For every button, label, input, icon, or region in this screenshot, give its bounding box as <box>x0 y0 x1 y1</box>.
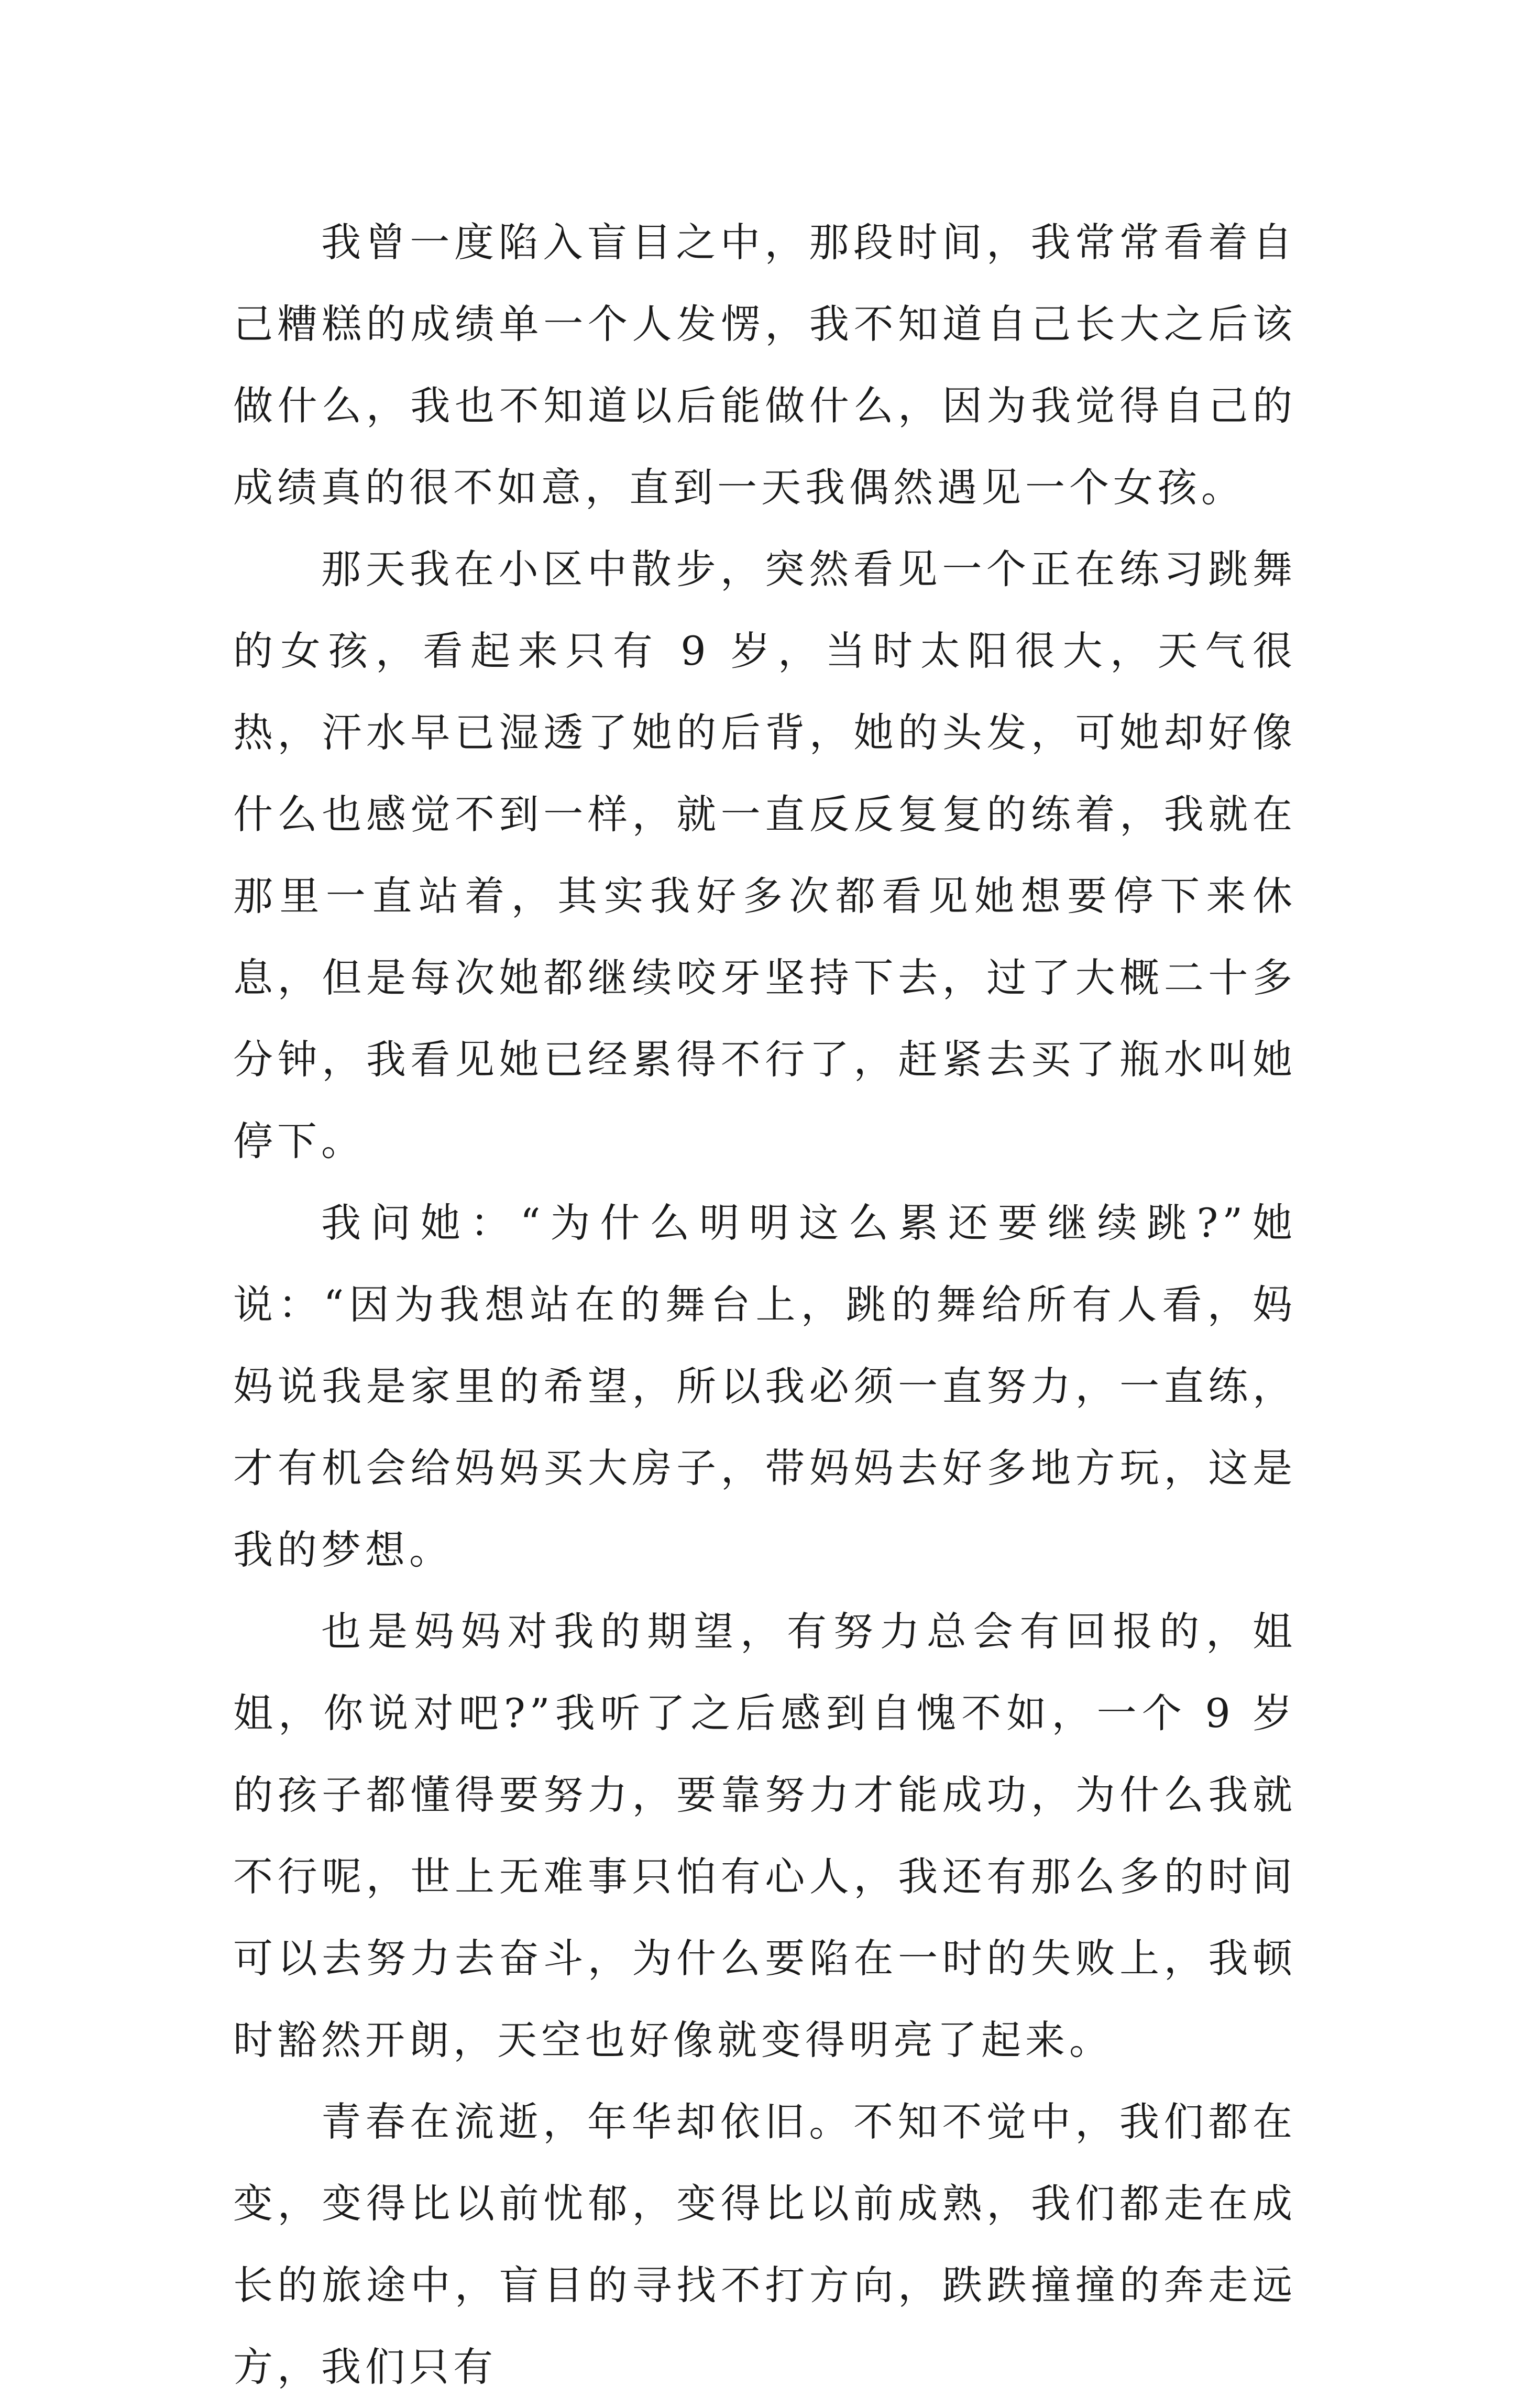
document-body <box>233 202 1297 2408</box>
paragraph-2: 那天我在小区中散步，突然看见一个正在练习跳舞的女孩，看起来只有 9 岁，当时太阳很大，天气很热，汗水早已湿透了她的后背，她的头发，可她却好像什么也感觉不到一样，就一直反反复复的练着，我就在那里一直站着，其实我好多次都看见她想要停下来休息，但是每次她都继续咬牙坚持下去，过了大概二十多分钟，我看见她已经累得不行了，赶紧去买了瓶水叫她停下。 <box>233 546 1297 1164</box>
paragraph-1: 我曾一度陷入盲目之中，那段时间，我常常看着自己糟糕的成绩单一个人发愣，我不知道自己长大之后该做什么，我也不知道以后能做什么，因为我觉得自己的成绩真的很不如意，直到一天我偶然遇见一个女孩。 <box>233 219 1297 511</box>
paragraph-5: 青春在流逝，年华却依旧。不知不觉中，我们都在变，变得比以前忧郁，变得比以前成熟，我们都走在成长的旅途中，盲目的寻找不打方向，跌跌撞撞的奔走远方，我们只有 <box>233 2098 1297 2390</box>
paragraph-4: 也是妈妈对我的期望，有努力总会有回报的，姐姐，你说对吧?”我听了之后感到自愧不如，一个 9 岁的孩子都懂得要努力，要靠努力才能成功，为什么我就不行呢，世上无难事只怕有心人，我还有那么多的时间可以去努力去奋斗，为什么要陷在一时的失败上，我顿时豁然开朗，天空也好像就变得明亮了起来。 <box>233 1608 1297 2063</box>
paragraph-3: 我问她：“为什么明明这么累还要继续跳?”她说：“因为我想站在的舞台上，跳的舞给所有人看，妈妈说我是家里的希望，所以我必须一直努力，一直练，才有机会给妈妈买大房子，带妈妈去好多地方玩，这是我的梦想。 <box>233 1200 1297 1573</box>
